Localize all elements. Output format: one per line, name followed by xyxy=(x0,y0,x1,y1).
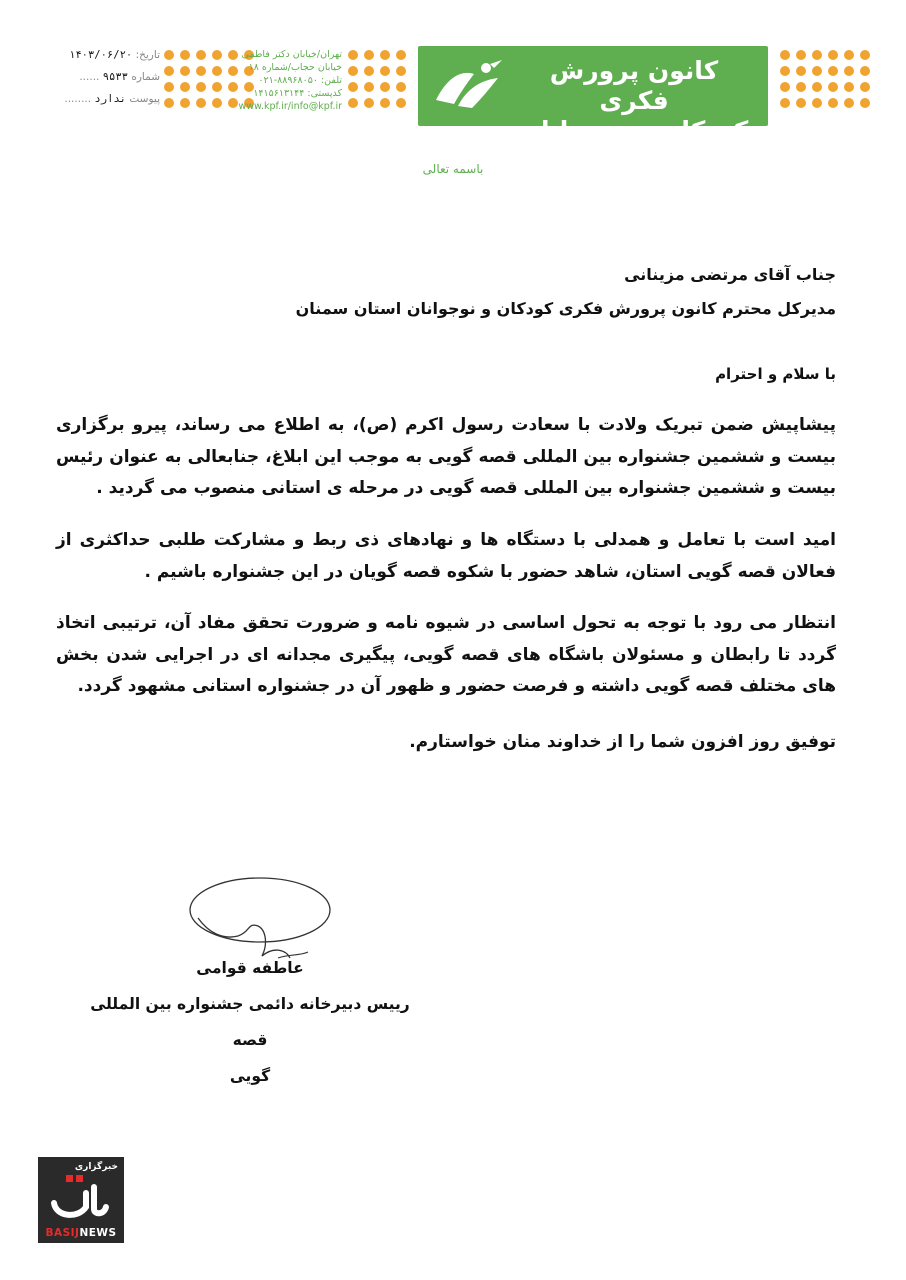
decorative-dot xyxy=(812,82,822,92)
letter-meta xyxy=(40,44,160,110)
addressee-block xyxy=(56,258,836,326)
letterhead xyxy=(0,36,906,145)
invocation: باسمه تعالی xyxy=(422,162,484,176)
body-paragraph-3: انتظار می رود با توجه به تحول اساسی در شیوه نامه و ضرورت تحقق مفاد آن، ترتیبی اتخاذ گردد تا رابطان و مسئولان باشگاه های قصه گویی، پیگیری مجدانه ای در اجرایی شدن بخش های مختلف قصه گویی داشته و فرصت حضور و ظهور آن در جشنواره استانی مشهود گردد. xyxy=(56,613,836,696)
decorative-dot xyxy=(196,82,206,92)
decorative-dot xyxy=(364,82,374,92)
greeting: با سلام و احترام xyxy=(715,365,836,383)
body-paragraph-1: پیشاپیش ضمن تبریک ولادت با سعادت رسول اکرم (ص)، به اطلاع می رساند، پیرو برگزاری بیست و ششمین جشنواره بین المللی قصه گویی به موجب این ابلاغ، جنابعالی به عنوان رئیس بیست و ششمین جشنواره بین المللی قصه گویی در مرحله ی استانی منصوب می گردید . xyxy=(56,415,836,498)
decorative-dot xyxy=(828,50,838,60)
decorative-dot xyxy=(396,50,406,60)
attachment-label: پیوست xyxy=(129,93,160,105)
address-line: تلفن: ۸۸۹۶۸۰۵۰-۰۲۱ xyxy=(258,75,342,86)
brand-news: NEWS xyxy=(79,1227,117,1239)
decorative-dot xyxy=(196,98,206,108)
decorative-dot xyxy=(796,50,806,60)
decorative-dot xyxy=(212,66,222,76)
decorative-dot xyxy=(828,82,838,92)
signer-title-line-1: رییس دبیرخانه دائمی جشنواره بین المللی قصه xyxy=(90,995,410,1049)
decorative-dot xyxy=(396,82,406,92)
attachment-row xyxy=(40,88,160,110)
body-paragraph-2: امید است با تعامل و همدلی با دستگاه ها و نهادهای ذی ربط و مشارکت طلبی حداکثری از فعالان قصه گویی استان، شاهد حضور با شکوه قصه گویان در این جشنواره باشیم . xyxy=(56,530,836,582)
decorative-dot xyxy=(164,98,174,108)
org-name xyxy=(514,56,754,146)
decorative-dot xyxy=(828,98,838,108)
decorative-dot xyxy=(844,66,854,76)
decorative-dot xyxy=(212,98,222,108)
decorative-dot xyxy=(348,82,358,92)
decorative-dot xyxy=(180,82,190,92)
decorative-dot xyxy=(796,98,806,108)
signer-title-line-2: گویی xyxy=(229,1067,271,1085)
decorative-dot xyxy=(380,98,390,108)
address-line: تهران/خیابان دکتر فاطمی xyxy=(241,49,342,60)
decorative-dot xyxy=(212,50,222,60)
decorative-dot xyxy=(364,98,374,108)
decorative-dot xyxy=(196,66,206,76)
decorative-dot xyxy=(212,82,222,92)
number-value: ۹۵۳۳ xyxy=(102,71,129,83)
decorative-dot xyxy=(860,82,870,92)
decorative-dot xyxy=(380,82,390,92)
decorative-dot xyxy=(780,66,790,76)
org-logo-banner xyxy=(418,46,768,145)
decorative-dot xyxy=(780,82,790,92)
address-line: کدپستی: ۱۴۱۵۶۱۳۱۴۴ xyxy=(253,88,342,99)
number-dots: ...... xyxy=(79,71,100,83)
decorative-dot xyxy=(844,50,854,60)
addressee-title: مدیرکل محترم کانون پرورش فکری کودکان و نوجوانان استان سمنان xyxy=(295,299,836,318)
decorative-dot xyxy=(180,66,190,76)
org-address xyxy=(232,48,342,113)
address-line: www.kpf.ir/info@kpf.ir xyxy=(238,101,342,112)
decorative-dot xyxy=(348,66,358,76)
date-row xyxy=(40,44,160,66)
number-row xyxy=(40,66,160,88)
decorative-dot xyxy=(364,50,374,60)
decorative-dot xyxy=(844,82,854,92)
news-agency-label: خبرگزاری xyxy=(74,1162,118,1172)
decorative-dot-grid-middle xyxy=(348,50,406,108)
date-label: تاریخ: xyxy=(135,49,160,61)
decorative-dot xyxy=(860,98,870,108)
decorative-dot xyxy=(396,98,406,108)
decorative-dot xyxy=(780,50,790,60)
decorative-dot xyxy=(164,66,174,76)
decorative-dot xyxy=(180,50,190,60)
decorative-dot xyxy=(812,50,822,60)
addressee-name: جناب آقای مرتضی مزینانی xyxy=(624,265,836,284)
decorative-dot xyxy=(812,98,822,108)
basij-news-emblem-icon xyxy=(50,1173,112,1221)
decorative-dot xyxy=(364,66,374,76)
basij-news-watermark xyxy=(38,1157,124,1243)
decorative-dot xyxy=(796,66,806,76)
org-name-line-2: کودکان و نوجوانان xyxy=(519,116,749,145)
decorative-dot xyxy=(828,66,838,76)
org-name-line-1: کانون پرورش فکری xyxy=(549,56,719,115)
attachment-value: ندارد xyxy=(94,93,127,105)
kanoon-bird-emblem-icon xyxy=(428,56,508,116)
decorative-dot xyxy=(812,66,822,76)
address-line: خیابان حجاب/شماره ۱۸ xyxy=(248,62,342,73)
decorative-dot xyxy=(164,50,174,60)
brand-basij: BASIJ xyxy=(45,1227,80,1239)
decorative-dot xyxy=(380,66,390,76)
signer-name: عاطفه قوامی xyxy=(196,959,304,977)
decorative-dot xyxy=(860,66,870,76)
decorative-dot xyxy=(796,82,806,92)
decorative-dot-grid-right xyxy=(780,50,870,108)
decorative-dot xyxy=(164,82,174,92)
decorative-dot xyxy=(844,98,854,108)
closing-line: توفیق روز افزون شما را از خداوند منان خواستارم. xyxy=(409,732,836,752)
number-label: شماره xyxy=(131,71,160,83)
decorative-dot xyxy=(780,98,790,108)
date-value: ۱۴۰۳/۰۶/۲۰ xyxy=(69,49,133,61)
decorative-dot xyxy=(348,98,358,108)
decorative-dot xyxy=(348,50,358,60)
news-brand xyxy=(38,1227,124,1239)
signature-block xyxy=(90,950,410,1094)
decorative-dot xyxy=(196,50,206,60)
decorative-dot xyxy=(396,66,406,76)
decorative-dot xyxy=(860,50,870,60)
attachment-dots: ........ xyxy=(64,93,92,105)
decorative-dot xyxy=(380,50,390,60)
decorative-dot xyxy=(180,98,190,108)
